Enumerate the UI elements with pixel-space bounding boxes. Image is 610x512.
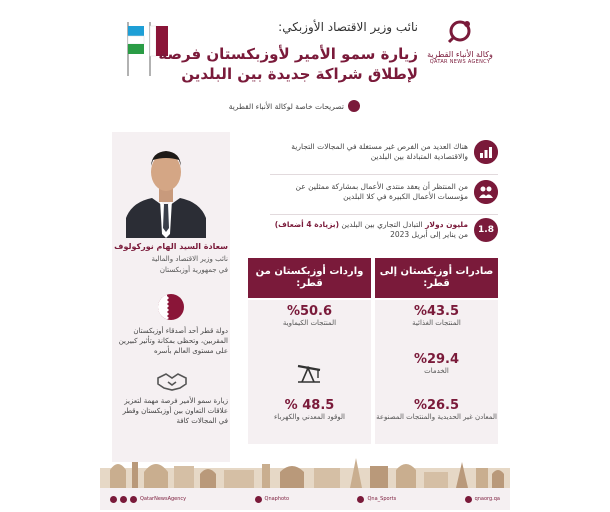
city-skyline [100, 448, 510, 488]
qna-dot-icon [348, 100, 360, 112]
bullet-forum [270, 180, 498, 204]
left-note-1: دولة قطر أحد أصدقاء أوزبكستان المقربين، وتحظى بمكانة وتأثير كبيرين على مستوى العالم بأسره [118, 327, 228, 355]
export-value: %26.5 [413, 398, 460, 413]
export-value: %29.4 [413, 352, 460, 367]
footer-bar [100, 488, 510, 510]
imports-column [248, 300, 371, 444]
imports-header: واردات أوزبكستان من قطر: [248, 258, 371, 298]
qna-logo [422, 18, 498, 65]
export-stat [375, 304, 498, 328]
bullet-trade-volume [270, 218, 498, 242]
import-label: الوقود المعدني والكهرباء [274, 413, 345, 421]
trade-table [248, 258, 498, 444]
header-subtitle: نائب وزير الاقتصاد الأوزبكي: [278, 20, 418, 34]
import-value: % 48.5 [284, 398, 335, 413]
bullet-divider [270, 214, 498, 215]
import-value: %50.6 [286, 304, 333, 319]
trade-badge: 1.8 [474, 218, 498, 242]
qna-logo-icon [445, 18, 475, 44]
social-website[interactable] [465, 496, 500, 503]
exclusive-badge [229, 100, 360, 112]
export-stat [375, 352, 498, 376]
oil-pump-icon [296, 360, 322, 384]
trade-period: من يناير إلى أبريل 2023 [390, 230, 468, 239]
chart-icon [474, 140, 498, 164]
social-qnaphoto[interactable] [255, 496, 290, 503]
export-label: المنتجات الغذائية [412, 319, 461, 327]
handshake-icon [156, 370, 188, 392]
exports-header: صادرات أوزبكستان إلى قطر: [375, 258, 498, 298]
headline: زيارة سمو الأمير لأوزبكستان فرصة لإطلاق شراكة جديدة بين البلدين [158, 45, 418, 83]
bullet-divider [270, 174, 498, 175]
minister-title-line1: نائب وزير الاقتصاد والمالية [151, 255, 228, 263]
trade-text: التبادل التجاري بين البلدين [339, 220, 426, 229]
export-value: %43.5 [413, 304, 460, 319]
minister-title [114, 254, 228, 276]
import-stat [248, 304, 371, 328]
minister-name: سعادة السيد الهام نوركولوف [114, 242, 228, 251]
people-icon [474, 180, 498, 204]
trade-highlight: (بزيادة 4 أضعاف) [274, 220, 340, 229]
twitter-icon [357, 496, 364, 503]
bullet-2-text: من المنتظر أن يعقد منتدى الأعمال بمشاركة ممثلين عن مؤسسات الأعمال الكبيرة في كلا البلدين [295, 182, 468, 201]
qatar-flag-icon [158, 294, 184, 320]
social-icon [110, 496, 117, 503]
trade-amount: مليون دولار [425, 220, 468, 229]
social-qatarnewsagency[interactable] [110, 496, 186, 503]
social-icon [120, 496, 127, 503]
globe-icon [465, 496, 472, 503]
social-icon [130, 496, 137, 503]
social-handle: Qna_Sports [367, 496, 397, 502]
import-stat [248, 398, 371, 422]
agency-name-en: QATAR NEWS AGENCY [429, 59, 491, 65]
infographic-card [100, 4, 510, 510]
exclusive-text: تصريحات خاصة لوكالة الأنباء القطرية [228, 101, 344, 111]
bullet-opportunities [270, 140, 498, 164]
exports-column [375, 300, 498, 444]
minister-portrait [126, 138, 206, 238]
import-label: المنتجات الكيماوية [282, 319, 337, 327]
bullet-3-text [270, 220, 468, 240]
social-handle: QatarNewsAgency [140, 496, 187, 502]
export-label: الخدمات [424, 367, 449, 375]
social-handle: qnaorg.qa [474, 496, 500, 502]
export-label: المعادن غير الحديدية والمنتجات المصنوعة [376, 413, 497, 421]
bullet-1-text: هناك العديد من الفرص غير مستغلة في المجالات التجارية والاقتصادية المتبادلة بين البلدين [291, 142, 468, 161]
social-handle: Qnaphoto [264, 496, 290, 502]
left-note-2: زيارة سمو الأمير فرصة مهمة لتعزيز علاقات التعاون بين أوزبكستان وقطر في المجالات كافة [122, 397, 228, 425]
instagram-icon [255, 496, 262, 503]
minister-title-line2: في جمهورية أوزبكستان [159, 266, 228, 274]
agency-name-ar: وكالة الأنباء القطرية [427, 50, 493, 59]
export-stat [375, 398, 498, 422]
social-qna-sports[interactable] [357, 496, 396, 503]
